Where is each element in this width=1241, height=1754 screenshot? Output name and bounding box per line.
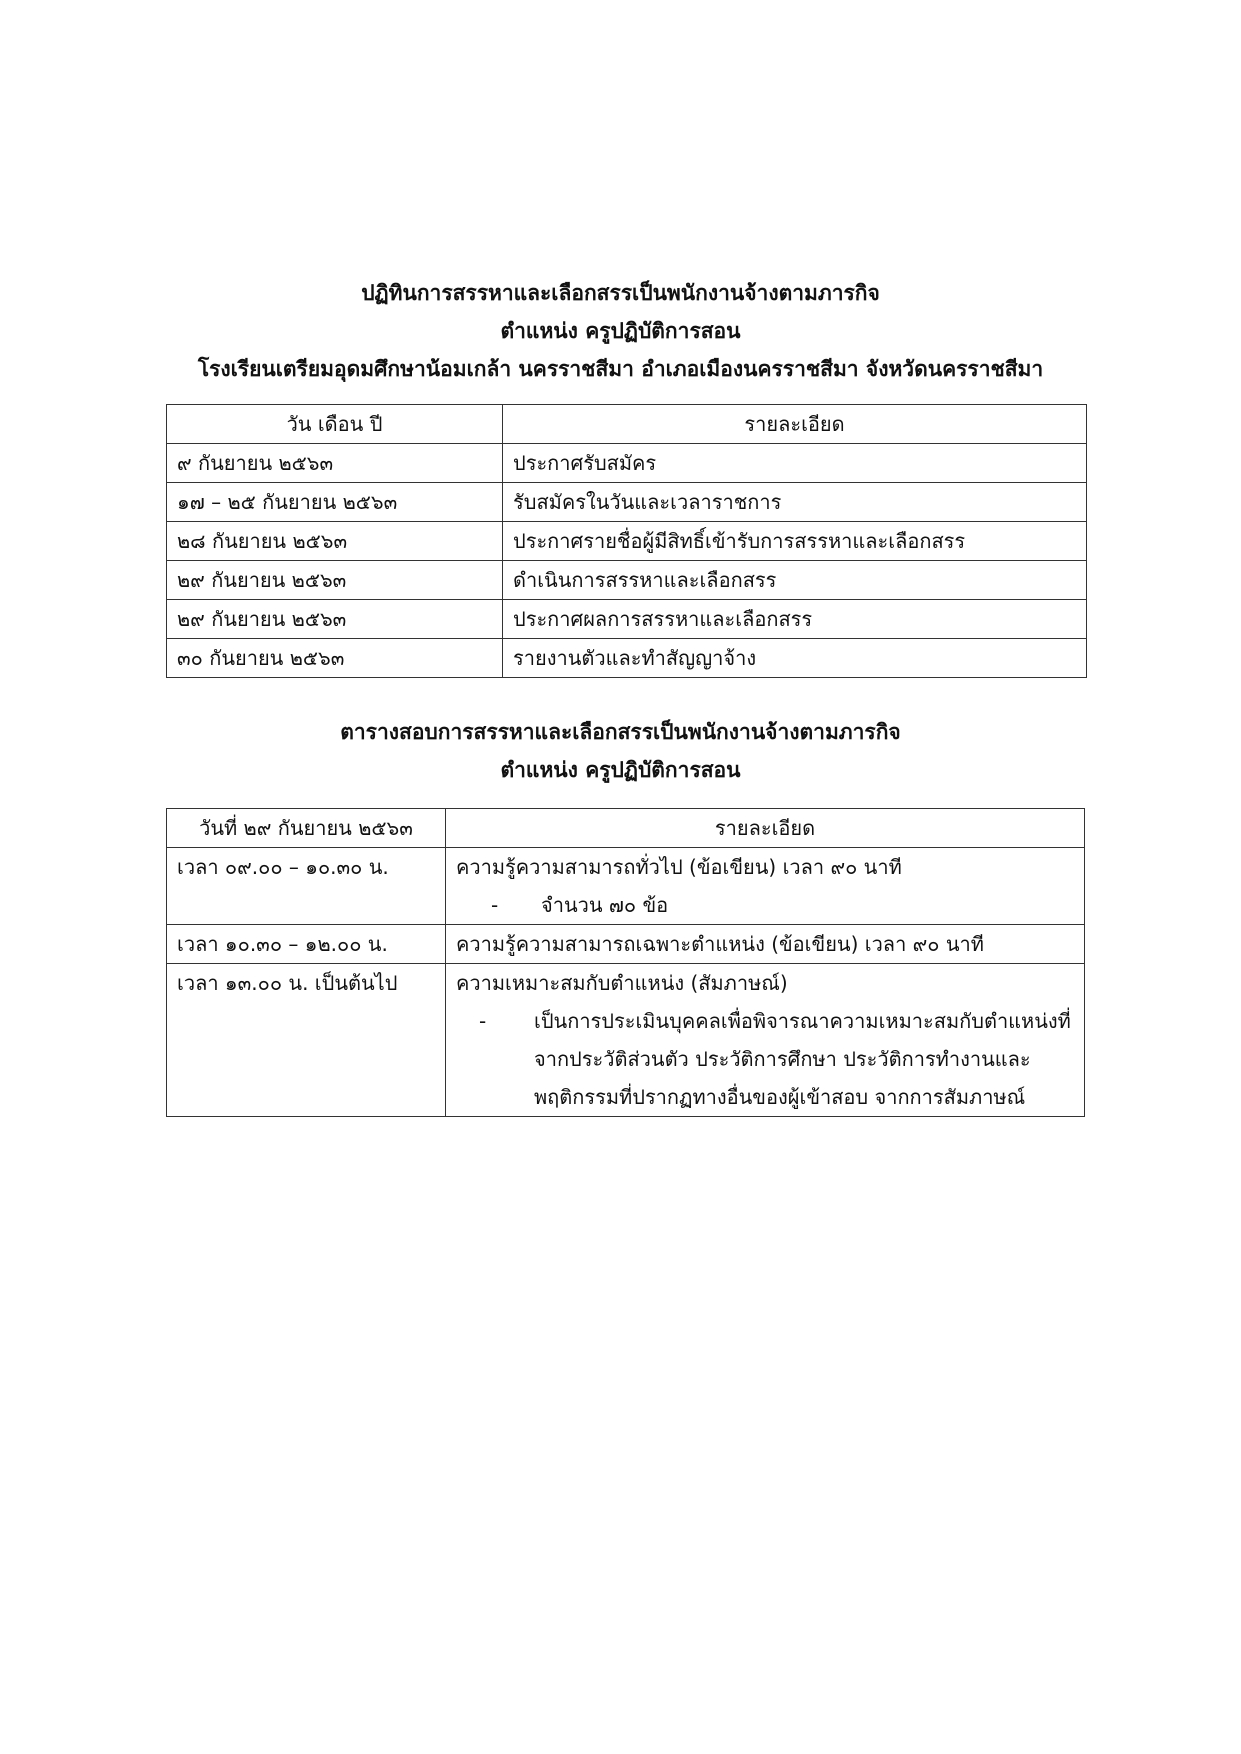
- exam-detail: ความรู้ความสามารถทั่วไป (ข้อเขียน) เวลา ๙๐ นาที: [456, 855, 902, 879]
- date-cell: ๒๙ กันยายน ๒๕๖๓: [167, 561, 503, 600]
- sub-item: [456, 1002, 1074, 1040]
- sub-item-text: เป็นการประเมินบุคคลเพื่อพิจารณาความเหมาะสมกับตำแหน่งที่: [534, 1009, 1071, 1033]
- table-row: [167, 522, 1087, 561]
- exam-position-title: ตำแหน่ง ครูปฏิบัติการสอน: [500, 758, 741, 782]
- sub-item: [456, 886, 1074, 924]
- table-header-row: [167, 809, 1085, 848]
- detail-cell: รับสมัครในวันและเวลาราชการ: [503, 483, 1087, 522]
- dash-bullet: -: [491, 893, 499, 917]
- date-cell: ๒๙ กันยายน ๒๕๖๓: [167, 600, 503, 639]
- table-row: [167, 848, 1085, 925]
- table-header-row: [167, 405, 1087, 444]
- exam-schedule-table: [166, 808, 1085, 1117]
- time-cell: เวลา ๐๙.๐๐ – ๑๐.๓๐ น.: [167, 848, 446, 925]
- school-title: โรงเรียนเตรียมอุดมศึกษาน้อมเกล้า นครราชสีมา อำเภอเมืองนครราชสีมา จังหวัดนครราชสีมา: [197, 357, 1044, 381]
- detail-cell: ประกาศผลการสรรหาและเลือกสรร: [503, 600, 1087, 639]
- detail-cell: รายงานตัวและทำสัญญาจ้าง: [503, 639, 1087, 678]
- detail-cell: [446, 964, 1085, 1117]
- column-header-date: วันที่ ๒๙ กันยายน ๒๕๖๓: [167, 809, 446, 848]
- sub-item-text: จำนวน ๗๐ ข้อ: [541, 893, 669, 917]
- time-cell: เวลา ๑๐.๓๐ – ๑๒.๐๐ น.: [167, 925, 446, 964]
- table-row: [167, 639, 1087, 678]
- table-row: [167, 925, 1085, 964]
- date-cell: ๒๘ กันยายน ๒๕๖๓: [167, 522, 503, 561]
- calendar-title-block: [0, 274, 1241, 388]
- sub-item-continuation: พฤติกรรมที่ปรากฏทางอื่นของผู้เข้าสอบ จากการสัมภาษณ์: [534, 1085, 1026, 1109]
- date-cell: ๓๐ กันยายน ๒๕๖๓: [167, 639, 503, 678]
- column-header-detail: รายละเอียด: [503, 405, 1087, 444]
- table-row: [167, 444, 1087, 483]
- detail-cell: [446, 848, 1085, 925]
- detail-cell: ประกาศรายชื่อผู้มีสิทธิ์เข้ารับการสรรหาและเลือกสรร: [503, 522, 1087, 561]
- exam-detail: ความเหมาะสมกับตำแหน่ง (สัมภาษณ์): [456, 971, 788, 995]
- table-row: [167, 561, 1087, 600]
- column-header-detail: รายละเอียด: [446, 809, 1085, 848]
- detail-cell: ประกาศรับสมัคร: [503, 444, 1087, 483]
- table-row: [167, 483, 1087, 522]
- exam-title: ตารางสอบการสรรหาและเลือกสรรเป็นพนักงานจ้างตามภารกิจ: [340, 720, 901, 744]
- column-header-date: วัน เดือน ปี: [167, 405, 503, 444]
- table-row: [167, 964, 1085, 1117]
- calendar-title: ปฏิทินการสรรหาและเลือกสรรเป็นพนักงานจ้างตามภารกิจ: [361, 281, 880, 305]
- date-cell: ๙ กันยายน ๒๕๖๓: [167, 444, 503, 483]
- detail-cell: ดำเนินการสรรหาและเลือกสรร: [503, 561, 1087, 600]
- dash-bullet: -: [479, 1009, 487, 1033]
- table-row: [167, 600, 1087, 639]
- time-cell: เวลา ๑๓.๐๐ น. เป็นต้นไป: [167, 964, 446, 1117]
- exam-title-block: [0, 713, 1241, 789]
- sub-item-continuation: จากประวัติส่วนตัว ประวัติการศึกษา ประวัติการทำงานและ: [534, 1047, 1031, 1071]
- date-cell: ๑๗ – ๒๕ กันยายน ๒๕๖๓: [167, 483, 503, 522]
- detail-cell: ความรู้ความสามารถเฉพาะตำแหน่ง (ข้อเขียน) เวลา ๙๐ นาที: [446, 925, 1085, 964]
- position-title: ตำแหน่ง ครูปฏิบัติการสอน: [500, 319, 741, 343]
- calendar-table: [166, 404, 1087, 678]
